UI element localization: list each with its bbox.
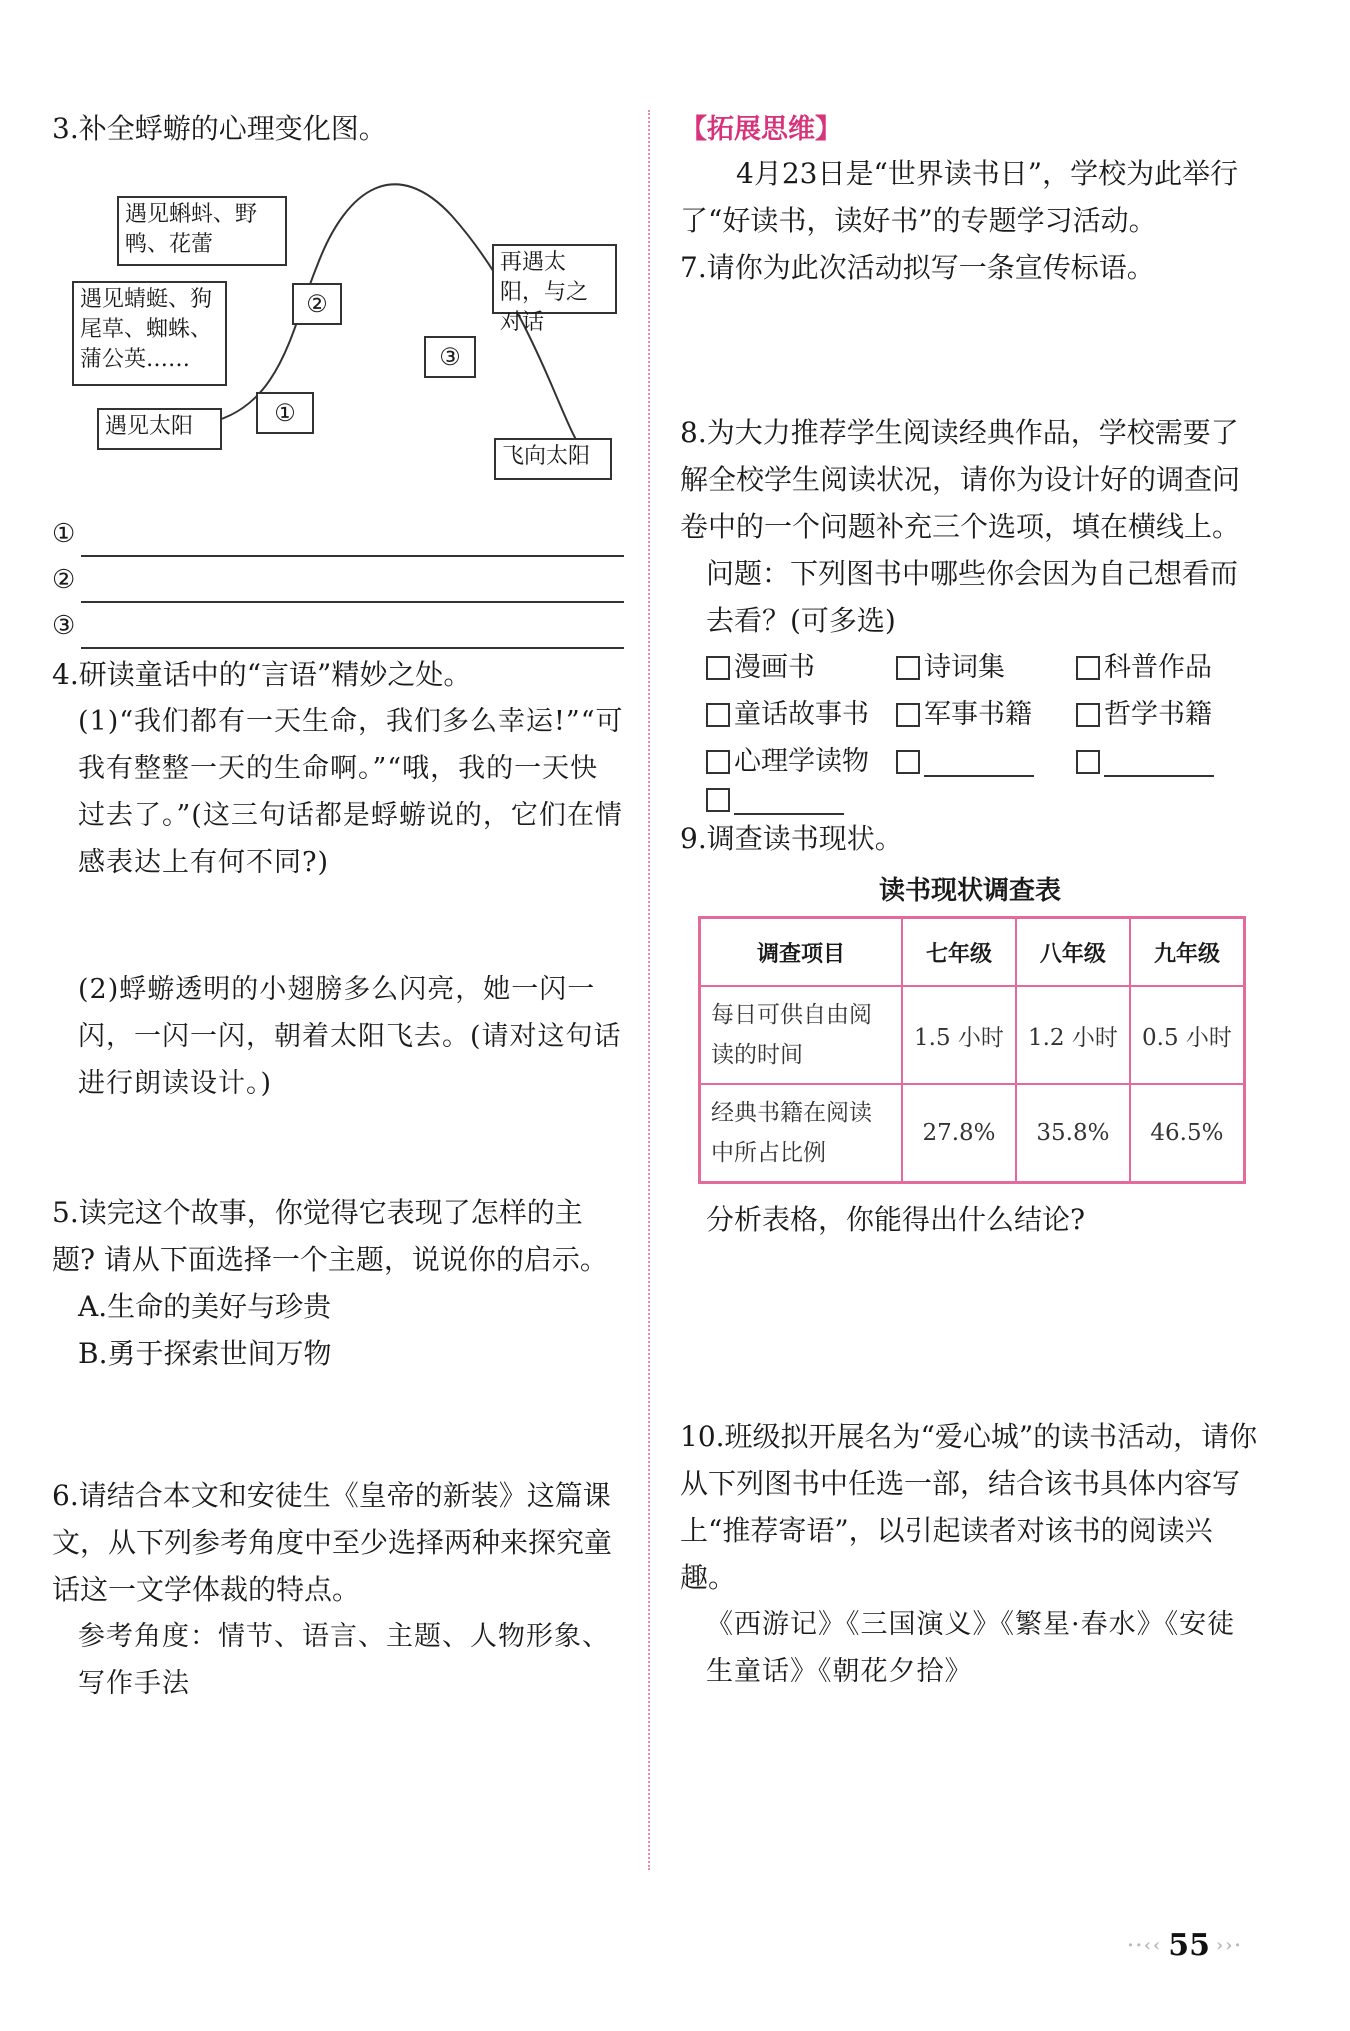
q3-title: 3.补全蜉蝣的心理变化图。 [52,112,387,145]
table-cell: 46.5% [1130,1084,1245,1183]
box-meet-sun: 遇见太阳 [97,408,222,450]
table-cell: 0.5 小时 [1130,986,1245,1084]
checkbox[interactable] [1076,703,1100,727]
q8-options [680,644,1260,815]
row-label: 每日可供自由阅读的时间 [700,986,903,1084]
slot-1-box: ① [256,392,314,434]
table-row [700,1084,1245,1183]
header-cell: 调查项目 [700,918,903,987]
checkbox[interactable] [896,656,920,680]
table-caption: 读书现状调查表 [878,876,1061,906]
q9-answer-space[interactable] [680,1243,1260,1413]
box-dragonfly: 遇见蜻蜓、狗尾草、蜘蛛、蒲公英…… [72,281,227,386]
page-number-value: 55 [1168,1927,1210,1963]
header-cell: 八年级 [1016,918,1130,987]
blank-line[interactable] [1104,747,1214,777]
q8-title: 8.为大力推荐学生阅读经典作品，学校需要了解全校学生阅读状况，请你为设计好的调查问卷中的一个问题补充三个选项，填在横线上。 [680,416,1241,543]
header-cell: 九年级 [1130,918,1245,987]
option-philosophy[interactable] [1076,691,1256,738]
page-number-decoration-left: ··‹‹ [1127,1934,1163,1956]
q4-part1: (1)“我们都有一天生命，我们多么幸运!”“可我有整整一天的生命啊。”“哦，我的一天快过去了。”(这三句话都是蜉蝣说的，它们在情感表达上有何不同?) [78,706,624,878]
blank-line[interactable] [734,785,844,815]
option-label: 军事书籍 [924,699,1032,730]
mood-change-diagram [52,156,624,511]
checkbox[interactable] [896,703,920,727]
slot-3-box: ③ [424,336,476,378]
option-fairy-tales[interactable] [706,691,896,738]
table-cell: 27.8% [902,1084,1016,1183]
option-comics[interactable] [706,644,896,691]
checkbox[interactable] [706,788,730,812]
q7-title: 7.请你为此次活动拟写一条宣传标语。 [680,251,1155,284]
table-row [700,986,1245,1084]
intro-text: 4月23日是“世界读书日”，学校为此举行了“好读书，读好书”的专题学习活动。 [680,157,1239,237]
q6-title: 6.请结合本文和安徒生《皇帝的新装》这篇课文，从下列参考角度中至少选择两种来探究童话这一文学体裁的特点。 [52,1479,613,1606]
option-label: 心理学读物 [734,746,869,777]
q4-part1-answer-space[interactable] [52,886,624,966]
option-label: 童话故事书 [734,699,869,730]
box-fly-to-sun: 飞向太阳 [494,438,612,480]
checkbox[interactable] [896,750,920,774]
option-blank-1[interactable] [896,738,1076,785]
left-column [52,105,624,1707]
q10-books: 《西游记》《三国演义》《繁星·春水》《安徒生童话》《朝花夕拾》 [706,1609,1236,1687]
table-header-row [700,918,1245,987]
table-cell: 1.2 小时 [1016,986,1130,1084]
q8-question: 问题：下列图书中哪些你会因为自己想看而去看？(可多选) [706,557,1239,637]
answer-label-3: ③ [52,611,76,641]
row-label: 经典书籍在阅读中所占比例 [700,1084,903,1183]
q5-option-b: B.勇于探索世间万物 [78,1337,332,1370]
option-science[interactable] [1076,644,1256,691]
q5-answer-space[interactable] [52,1377,624,1472]
answer-line-3[interactable] [52,603,624,649]
checkbox[interactable] [1076,656,1100,680]
column-divider [648,110,650,1870]
blank-line[interactable] [924,747,1034,777]
box-tadpole: 遇见蝌蚪、野鸭、花蕾 [117,196,287,266]
option-label: 科普作品 [1104,652,1212,683]
page-number [1110,1925,1260,1965]
q9-prompt: 分析表格，你能得出什么结论? [706,1203,1086,1236]
answer-label-2: ② [52,565,76,595]
answer-line-1[interactable] [52,511,624,557]
q4-part2-answer-space[interactable] [52,1107,624,1189]
q4-part2: (2)蜉蝣透明的小翅膀多么闪亮，她一闪一闪，一闪一闪，朝着太阳飞去。(请对这句话进行朗读设计。) [78,974,622,1099]
checkbox[interactable] [1076,750,1100,774]
checkbox[interactable] [706,750,730,774]
page-number-decoration-right: ››· [1216,1934,1243,1956]
option-blank-3[interactable] [706,785,896,815]
q10-title: 10.班级拟开展名为“爱心城”的读书活动，请你从下列图书中任选一部，结合该书具体内容写上“推荐寄语”，以引起读者对该书的阅读兴趣。 [680,1420,1258,1594]
checkbox[interactable] [706,703,730,727]
option-label: 漫画书 [734,652,815,683]
option-psychology[interactable] [706,738,896,785]
q9-title: 9.调查读书现状。 [680,822,903,855]
q7-answer-space[interactable] [680,291,1260,409]
survey-table [698,916,1246,1184]
option-military[interactable] [896,691,1076,738]
answer-line-2[interactable] [52,557,624,603]
option-label: 哲学书籍 [1104,699,1212,730]
right-column [680,110,1260,1695]
slot-2-box: ② [292,283,342,325]
header-cell: 七年级 [902,918,1016,987]
box-meet-sun-again: 再遇太阳，与之对话 [492,244,617,314]
q4-title: 4.研读童话中的“言语”精妙之处。 [52,658,472,691]
q5-title: 5.读完这个故事，你觉得它表现了怎样的主题? 请从下面选择一个主题，说说你的启示。 [52,1196,608,1276]
answer-label-1: ① [52,519,76,549]
q6-reference: 参考角度：情节、语言、主题、人物形象、写作手法 [78,1621,610,1699]
option-label: 诗词集 [924,652,1005,683]
checkbox[interactable] [706,656,730,680]
section-tag: 【拓展思维】 [680,114,842,145]
table-cell: 35.8% [1016,1084,1130,1183]
table-cell: 1.5 小时 [902,986,1016,1084]
option-poetry[interactable] [896,644,1076,691]
q5-option-a: A.生命的美好与珍贵 [78,1290,332,1323]
option-blank-2[interactable] [1076,738,1256,785]
